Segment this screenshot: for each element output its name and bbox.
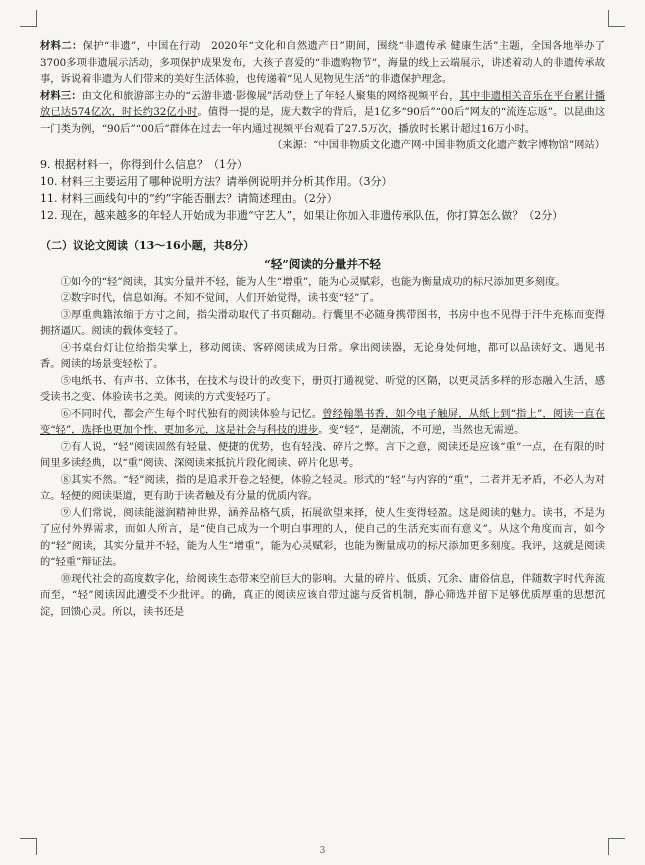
paragraph-3: ③厚重典籍浓缩于方寸之间，指尖滑动取代了书页翻动。行囊里不必随身携带图书，书房中也不见得于汗牛充栋而变得拥挤逼仄。阅读的载体变轻了。: [40, 308, 605, 337]
section-heading: （二）议论文阅读（13～16小题，共8分）: [40, 238, 255, 252]
material-3-underlined-sentence: 其中非遗相关音乐在平台累计播放已达574亿次，时长约32亿小时: [40, 89, 606, 118]
paragraph-6-underlined-sentence: 曾经翰墨书香，如今电子触屏，从纸上到“指上”，阅读一直在变“轻”，选择也更加个性、更加多元，这是社会与科技的进步: [40, 407, 605, 436]
essay-title: “轻”阅读的分量并不轻: [264, 256, 381, 271]
paragraph-9: ⑨人们常说，阅读能滋润精神世界，涵养品格气质，拓展欲望来择，使人生变得轻盈。这是阅读的魅力。读书，不是为了应付外界需求，而如人所言，是“使自己成为一个明白事理的人，使自己的生活充实而有意义”。从这个角度而言，如今的“轻”阅读，其实分量并不轻，能为人生“增重”，能为心灵赋彩，也能为衡量成功的标尺添加更多刻度。我评，这就是阅读的“轻重”辩证法。: [40, 506, 605, 568]
material-2-label: 材料二：: [40, 40, 83, 52]
crop-mark-top-left: [20, 10, 37, 27]
material-3-label: 材料三：: [40, 89, 82, 102]
paragraph-6: [40, 406, 605, 439]
material-3: [40, 88, 605, 138]
paragraph-10: ⑩现代社会的高度数字化，给阅读生态带来空前巨大的影响。大量的碎片、低质、冗余、庸俗信息，伴随数字时代奔流而至，“轻”阅读因此遭受不少批评。的确，真正的阅读应该自带过滤与反省机制，静心筛选并留下足够优质厚重的思想沉淀，回馈心灵。所以，读书还是: [40, 572, 605, 618]
question-9: 9. 根据材料一，你得到什么信息？（1分）: [40, 157, 248, 171]
paragraph-2: ②数字时代，信息如海。不知不觉间，人们开始觉得，读书变“轻”了。: [60, 292, 381, 304]
material-3-pre: 由文化和旅游部主办的“云游非遗·影像展”活动登上了年轻人聚集的网络视频平台，: [81, 89, 460, 102]
paragraph-6-pre: ⑥不同时代，都会产生每个时代独有的阅读体验与记忆。: [60, 407, 323, 420]
paragraph-8: ⑧其实不然。“轻”阅读，指的是追求开卷之轻便，体验之轻灵。形式的“轻”与内容的“重”，二者并无矛盾，不必人为对立。轻便的阅读渠道，更有助于读者触及有分量的优质内容。: [40, 473, 605, 502]
material-3-post: 。值得一提的是，庞大数字的背后，是1亿多“90后”“00后”网友的“流连忘返”。以昆曲这一门类为例，“90后”“00后”群体在过去一年内通过视频平台观看了27.5万次，播放时长累计超过16万小时。: [40, 106, 605, 135]
material-2-text: 保护“非遗”，中国在行动 2020年“文化和自然遗产日”期间，围绕“非遗传承 健康生活”主题，全国各地举办了3700多项非遗展示活动，多项保护成果发布，大孩子喜爱的“非遗购物节”，海量的线上云端展示，讲述着动人的非遗传承故事，诉说着非遗为人们带来的美好生活体验，也传递着“见人见物见生活”的非遗保护理念。: [40, 40, 606, 85]
paragraph-7: ⑦有人说，“轻”阅读固然有轻量、便捷的优势，也有轻浅、碎片之弊。言下之意，阅读还是应该“重”一点，在有限的时间里多读经典，以“重”阅读、深阅读来抵抗片段化阅读、碎片化思考。: [40, 440, 605, 469]
question-11: 11. 材料三画线句中的“约”字能否删去？请简述理由。（2分）: [40, 191, 338, 205]
paragraph-6-post: 。变“轻”，是潮流，不可逆，当然也无需逆。: [318, 424, 525, 436]
material-2: [40, 38, 605, 88]
paragraph-5: ⑤电纸书、有声书、立体书，在技术与设计的改变下，册页打通视觉、听觉的区隔，以更灵活多样的形态融入生活，感受读书之变、体验读书之美。阅读的方式变轻巧了。: [40, 374, 605, 403]
paragraph-4: ④书桌台灯让位给指尖掌上，移动阅读、客碎阅读成为日常。拿出阅读器，无论身处何地，都可以品读好文、遇见书香。阅读的场景变轻松了。: [40, 341, 605, 370]
question-10: 10. 材料三主要运用了哪种说明方法？请举例说明并分析其作用。（3分）: [40, 174, 393, 188]
paragraph-1: ①如今的“轻”阅读，其实分量并不轻，能为人生“增重”，能为心灵赋彩，也能为衡量成功的标尺添加更多刻度。: [60, 275, 566, 288]
page-content: [40, 38, 605, 620]
crop-mark-top-right: [608, 10, 625, 27]
page-number: 3: [319, 846, 326, 856]
question-12: 12. 现在，越来越多的年轻人开始成为非遗“守艺人”，如果让你加入非遗传承队伍，你打算怎么做？（2分）: [40, 208, 564, 222]
material-source: （来源：“中国非物质文化遗产网·中国非物质文化遗产数字博物馆”网站）: [271, 139, 605, 151]
